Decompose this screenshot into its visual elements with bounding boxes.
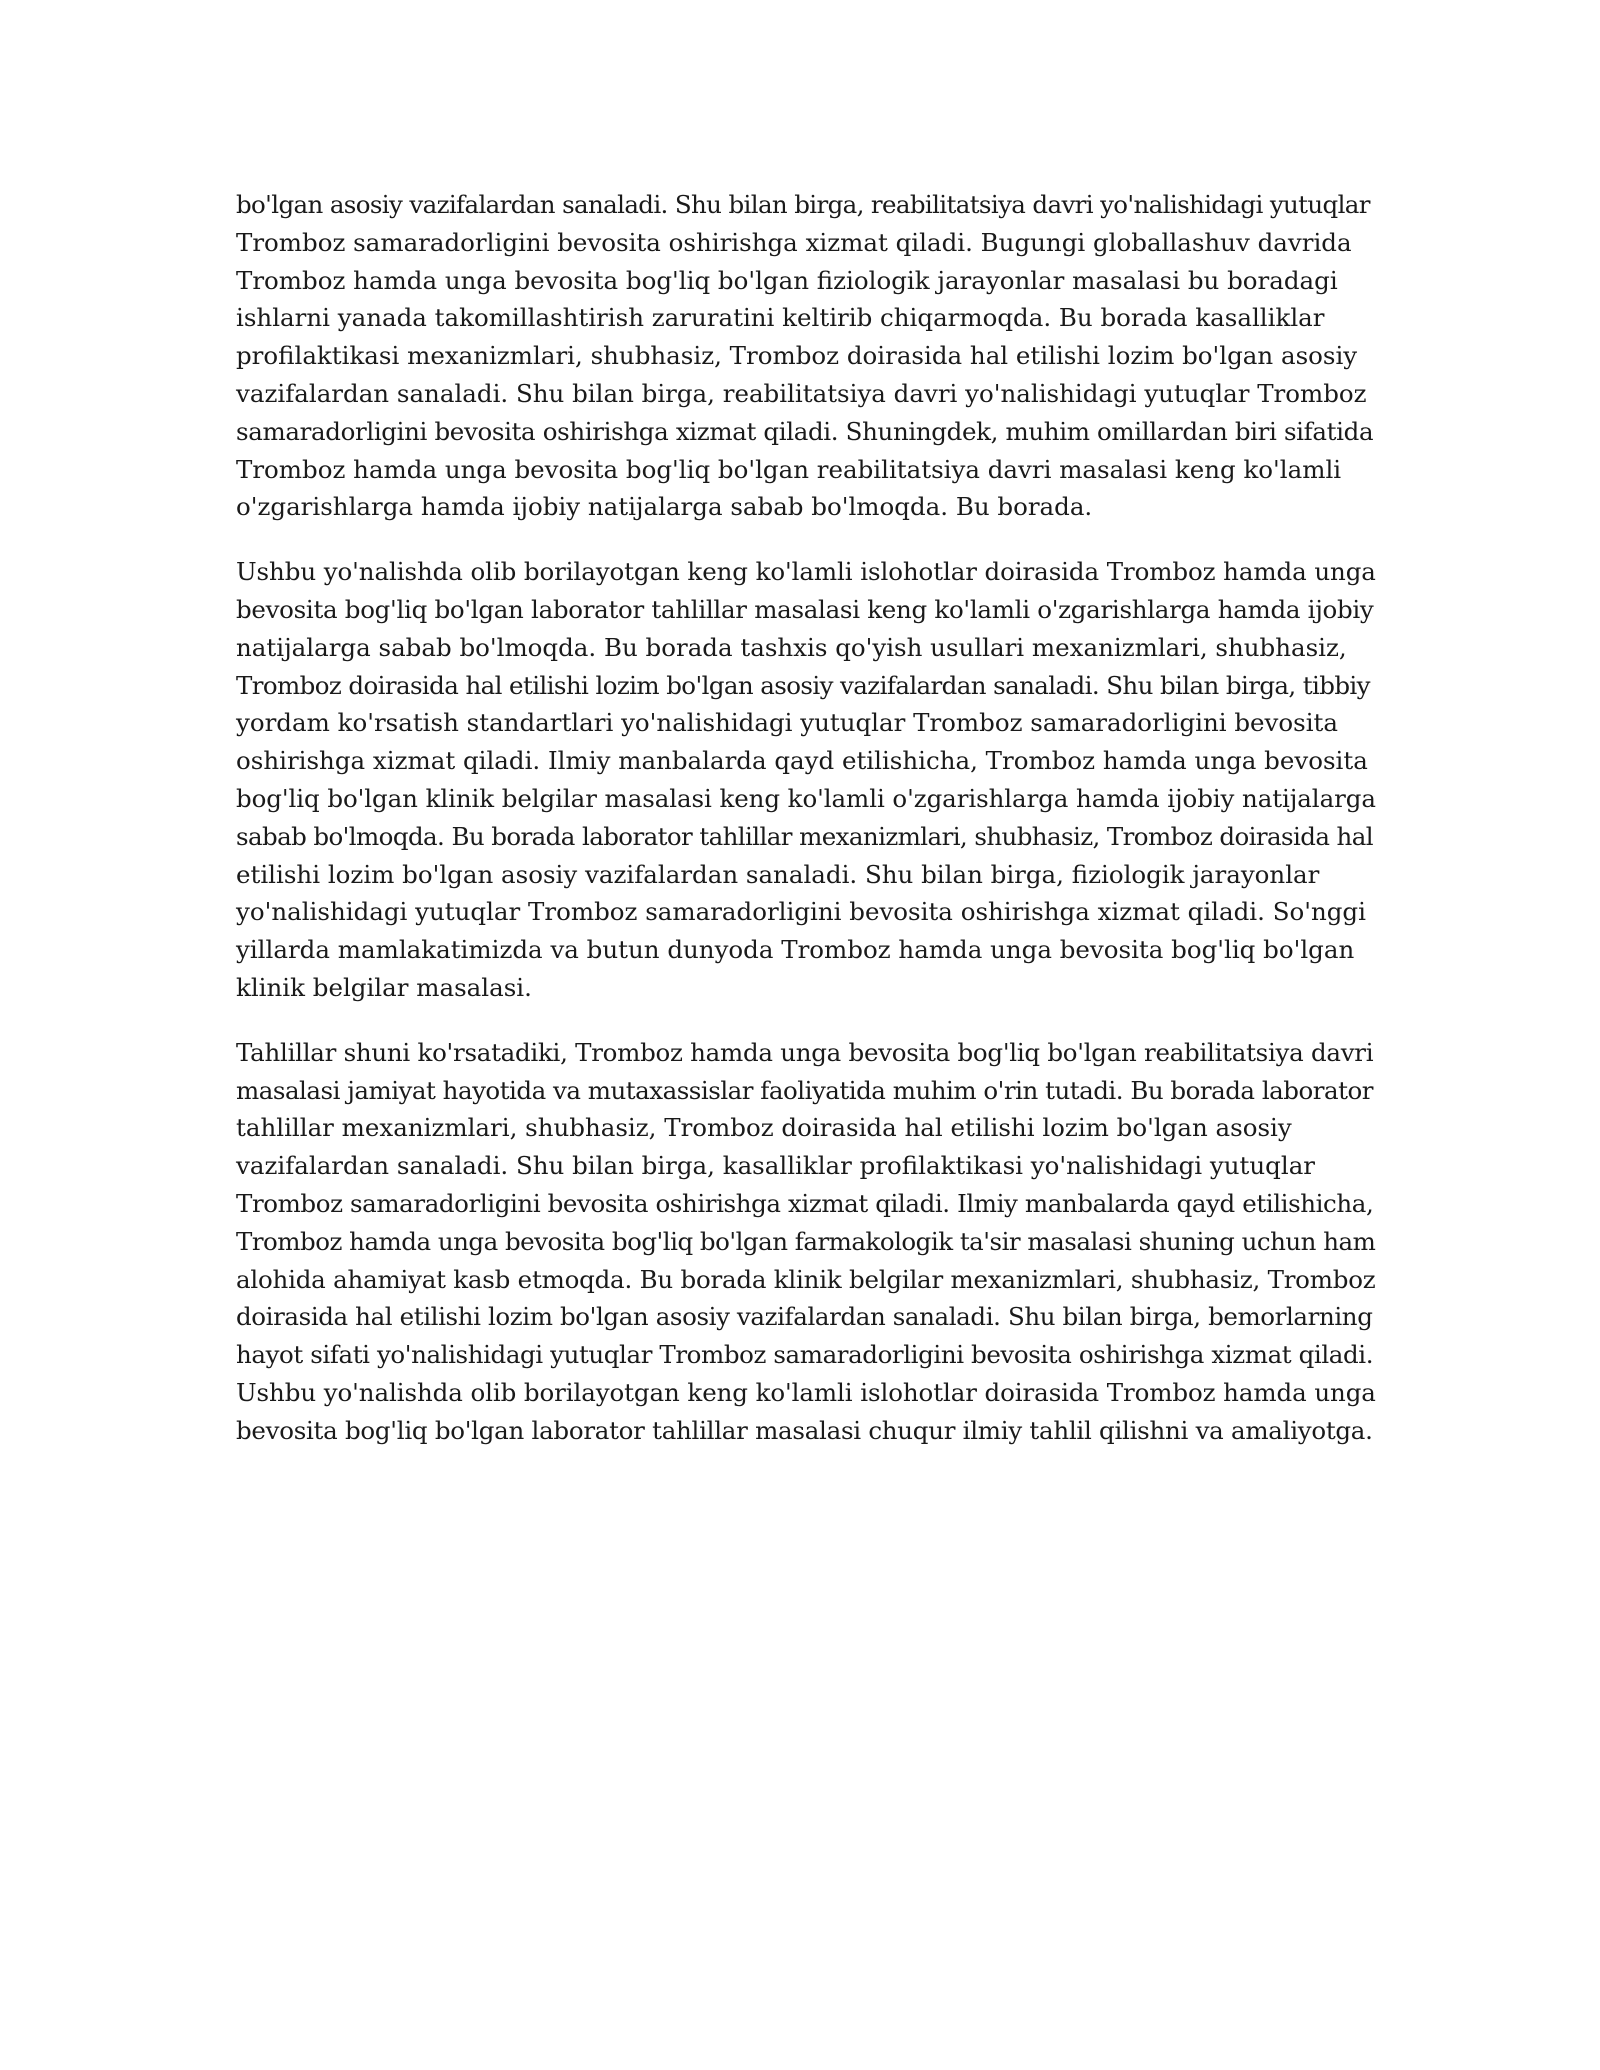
text-line: sabab bo'lmoqda. Bu borada laborator tahlillar mexanizmlari, shubhasiz, Tromboz doirasida hal	[236, 821, 1374, 851]
document-body	[236, 186, 1376, 1477]
paragraph-3	[236, 1034, 1376, 1450]
text-line: bog'liq bo'lgan klinik belgilar masalasi keng ko'lamli o'zgarishlarga hamda ijobiy natijalarga	[236, 783, 1376, 813]
text-line: samaradorligini bevosita oshirishga xizmat qiladi. Shuningdek, muhim omillardan biri sifatida	[236, 416, 1374, 446]
text-line: bevosita bog'liq bo'lgan laborator tahlillar masalasi keng ko'lamli o'zgarishlarga hamda ijobiy	[236, 594, 1374, 624]
text-line: Tromboz samaradorligini bevosita oshirishga xizmat qiladi. Ilmiy manbalarda qayd etilishicha,	[236, 1188, 1374, 1218]
text-line: Ushbu yo'nalishda olib borilayotgan keng ko'lamli islohotlar doirasida Tromboz hamda unga	[236, 1377, 1376, 1407]
text-line: bo'lgan asosiy vazifalardan sanaladi. Shu bilan birga, reabilitatsiya davri yo'nalishidagi yutuqlar	[236, 190, 1370, 219]
text-line: vazifalardan sanaladi. Shu bilan birga, kasalliklar profilaktikasi yo'nalishidagi yutuqlar	[236, 1151, 1316, 1181]
text-line: o'zgarishlarga hamda ijobiy natijalarga sabab bo'lmoqda. Bu borada.	[236, 492, 1093, 522]
text-line: Ushbu yo'nalishda olib borilayotgan keng ko'lamli islohotlar doirasida Tromboz hamda unga	[236, 557, 1376, 587]
text-line: Tromboz hamda unga bevosita bog'liq bo'lgan farmakologik ta'sir masalasi shuning uchun ham	[236, 1226, 1376, 1256]
text-line: klinik belgilar masalasi.	[236, 972, 532, 1002]
text-line: doirasida hal etilishi lozim bo'lgan asosiy vazifalardan sanaladi. Shu bilan birga, bemorlarning	[236, 1302, 1373, 1332]
text-line: Tromboz doirasida hal etilishi lozim bo'lgan asosiy vazifalardan sanaladi. Shu bilan birga, tibbiy	[236, 670, 1370, 700]
paragraph-2	[236, 553, 1376, 1007]
text-line: natijalarga sabab bo'lmoqda. Bu borada tashxis qo'yish usullari mexanizmlari, shubhasiz,	[236, 632, 1347, 662]
text-line: Tromboz hamda unga bevosita bog'liq bo'lgan fiziologik jarayonlar masalasi bu boradagi	[236, 265, 1338, 295]
text-line: hayot sifati yo'nalishidagi yutuqlar Tromboz samaradorligini bevosita oshirishga xizmat qiladi.	[236, 1340, 1374, 1370]
text-line: alohida ahamiyat kasb etmoqda. Bu borada klinik belgilar mexanizmlari, shubhasiz, Tromboz	[236, 1264, 1376, 1294]
text-line: Tromboz hamda unga bevosita bog'liq bo'lgan reabilitatsiya davri masalasi keng ko'lamli	[236, 454, 1342, 484]
text-line: etilishi lozim bo'lgan asosiy vazifalardan sanaladi. Shu bilan birga, fiziologik jarayonlar	[236, 859, 1320, 889]
text-line: yordam ko'rsatish standartlari yo'nalishidagi yutuqlar Tromboz samaradorligini bevosita	[236, 708, 1338, 738]
text-line: tahlillar mexanizmlari, shubhasiz, Tromboz doirasida hal etilishi lozim bo'lgan asosiy	[236, 1113, 1292, 1143]
paragraph-1	[236, 186, 1376, 526]
text-line: yo'nalishidagi yutuqlar Tromboz samaradorligini bevosita oshirishga xizmat qiladi. So'nggi	[236, 897, 1366, 927]
text-line: Tromboz samaradorligini bevosita oshirishga xizmat qiladi. Bugungi globallashuv davrida	[236, 227, 1352, 257]
text-line: oshirishga xizmat qiladi. Ilmiy manbalarda qayd etilishicha, Tromboz hamda unga bevosita	[236, 746, 1368, 776]
text-line: Tahlillar shuni ko'rsatadiki, Tromboz hamda unga bevosita bog'liq bo'lgan reabilitatsiya davri	[236, 1037, 1374, 1067]
text-line: ishlarni yanada takomillashtirish zaruratini keltirib chiqarmoqda. Bu borada kasalliklar	[236, 303, 1325, 333]
text-line: bevosita bog'liq bo'lgan laborator tahlillar masalasi chuqur ilmiy tahlil qilishni va amaliyotga.	[236, 1415, 1373, 1445]
text-line: yillarda mamlakatimizda va butun dunyoda Tromboz hamda unga bevosita bog'liq bo'lgan	[236, 935, 1355, 965]
text-line: profilaktikasi mexanizmlari, shubhasiz, Tromboz doirasida hal etilishi lozim bo'lgan asosiy	[236, 341, 1358, 371]
text-line: vazifalardan sanaladi. Shu bilan birga, reabilitatsiya davri yo'nalishidagi yutuqlar Tromboz	[236, 378, 1367, 408]
text-line: masalasi jamiyat hayotida va mutaxassislar faoliyatida muhim o'rin tutadi. Bu borada laborator	[236, 1075, 1373, 1105]
